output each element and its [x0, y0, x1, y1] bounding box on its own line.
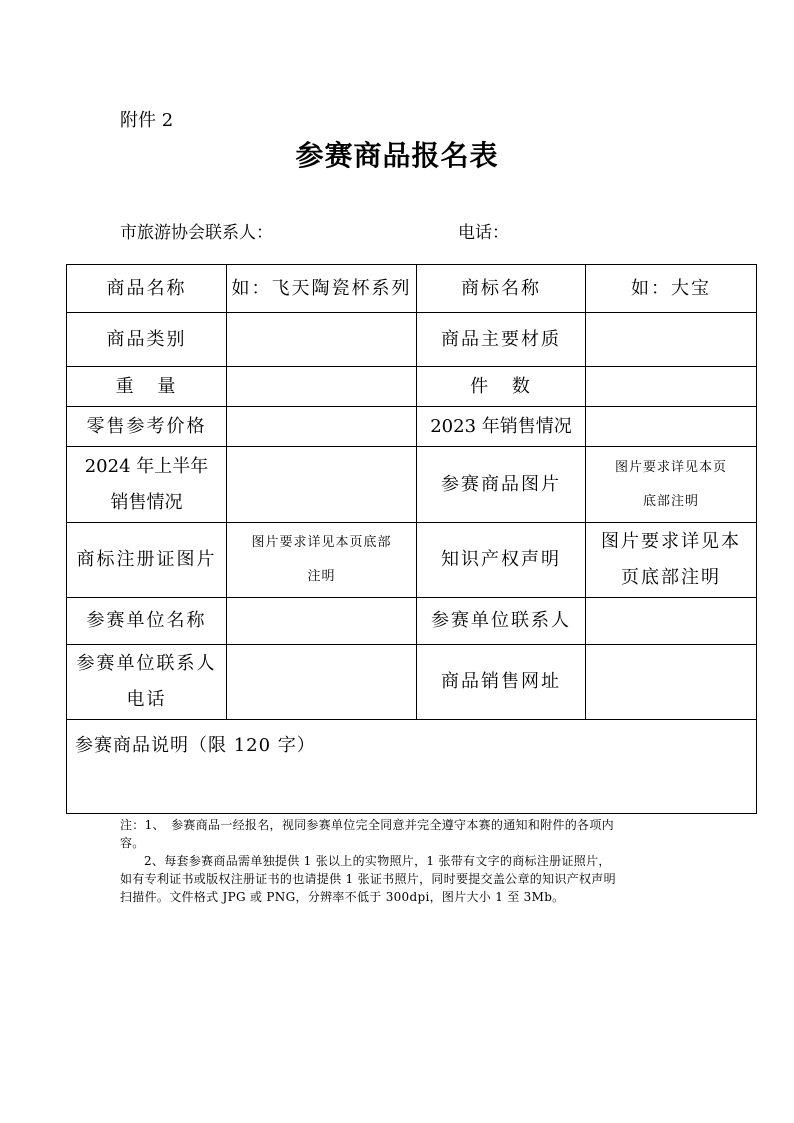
ip-statement-value[interactable] — [586, 523, 757, 598]
note-1-line2: 容。 — [120, 836, 145, 850]
trademark-cert-note-line1: 图片要求详见本页底部 — [251, 535, 392, 550]
entrant-phone-label-line1: 参赛单位联系人 — [76, 653, 217, 674]
entrant-phone-value[interactable] — [227, 645, 417, 720]
sales-url-value[interactable] — [586, 645, 757, 720]
weight-label: 重 量 — [67, 367, 227, 407]
note-2-line2: 如有专利证书或版权注册证书的也请提供 1 张证书照片，同时要提交盖公章的知识产权声明 — [120, 872, 616, 886]
table-row — [67, 407, 757, 447]
note-2-line1: 2、每套参赛商品需单独提供 1 张以上的实物照片，1 张带有文字的商标注册证照片， — [144, 854, 611, 868]
ip-statement-label: 知识产权声明 — [417, 523, 586, 598]
entrant-contact-label: 参赛单位联系人 — [417, 598, 586, 645]
sales-2024-value[interactable] — [227, 447, 417, 523]
trademark-cert-label: 商标注册证图片 — [67, 523, 227, 598]
note-1-line1: 注：1、 参赛商品一经报名，视同参赛单位完全同意并完全遵守本赛的通知和附件的各项内 — [120, 818, 614, 832]
phone-label: 电话： — [458, 223, 509, 243]
note-2-line3: 扫描件。文件格式 JPG 或 PNG，分辨率不低于 300dpi，图片大小 1 至 3Mb。 — [120, 890, 565, 904]
table-row — [67, 720, 757, 814]
product-image-note-line2: 底部注明 — [642, 493, 699, 509]
product-image-label: 参赛商品图片 — [417, 447, 586, 523]
contact-label: 市旅游协会联系人： — [120, 223, 273, 243]
product-description-field[interactable] — [67, 720, 757, 814]
sales-2023-label: 2023 年销售情况 — [417, 407, 586, 447]
table-row — [67, 447, 757, 523]
material-value[interactable] — [586, 313, 757, 367]
entrant-name-label: 参赛单位名称 — [67, 598, 227, 645]
product-category-label: 商品类别 — [67, 313, 227, 367]
ip-statement-note-line1: 图片要求详见本 — [601, 531, 741, 552]
product-image-note-line1: 图片要求详见本页 — [614, 459, 727, 475]
table-row — [67, 523, 757, 598]
footnotes — [120, 816, 685, 906]
sales-url-label: 商品销售网址 — [417, 645, 586, 720]
table-row — [67, 645, 757, 720]
registration-table — [66, 264, 757, 814]
product-name-value[interactable]: 如：飞天陶瓷杯系列 — [227, 265, 417, 313]
ip-statement-note-line2: 页底部注明 — [621, 567, 721, 588]
trademark-cert-note-line2: 注明 — [307, 569, 336, 584]
entrant-phone-label-line2: 电话 — [126, 689, 167, 710]
sales-2024-label — [67, 447, 227, 523]
attachment-label: 附件 2 — [120, 110, 174, 131]
material-label: 商品主要材质 — [417, 313, 586, 367]
table-row — [67, 598, 757, 645]
trademark-name-label: 商标名称 — [417, 265, 586, 313]
sales-2023-value[interactable] — [586, 407, 757, 447]
product-description-label: 参赛商品说明（限 120 字） — [75, 735, 316, 756]
entrant-name-value[interactable] — [227, 598, 417, 645]
product-image-value[interactable] — [586, 447, 757, 523]
retail-price-label: 零售参考价格 — [67, 407, 227, 447]
retail-price-value[interactable] — [227, 407, 417, 447]
form-title: 参赛商品报名表 — [295, 139, 499, 172]
quantity-value[interactable] — [586, 367, 757, 407]
sales-2024-label-line2: 销售情况 — [110, 491, 183, 513]
quantity-label: 件 数 — [417, 367, 586, 407]
table-row — [67, 367, 757, 407]
table-row — [67, 265, 757, 313]
weight-value[interactable] — [227, 367, 417, 407]
entrant-phone-label — [67, 645, 227, 720]
trademark-name-value[interactable]: 如：大宝 — [586, 265, 757, 313]
entrant-contact-value[interactable] — [586, 598, 757, 645]
sales-2024-label-line1: 2024 年上半年 — [84, 455, 209, 477]
product-category-value[interactable] — [227, 313, 417, 367]
trademark-cert-value[interactable] — [227, 523, 417, 598]
product-name-label: 商品名称 — [67, 265, 227, 313]
table-row — [67, 313, 757, 367]
